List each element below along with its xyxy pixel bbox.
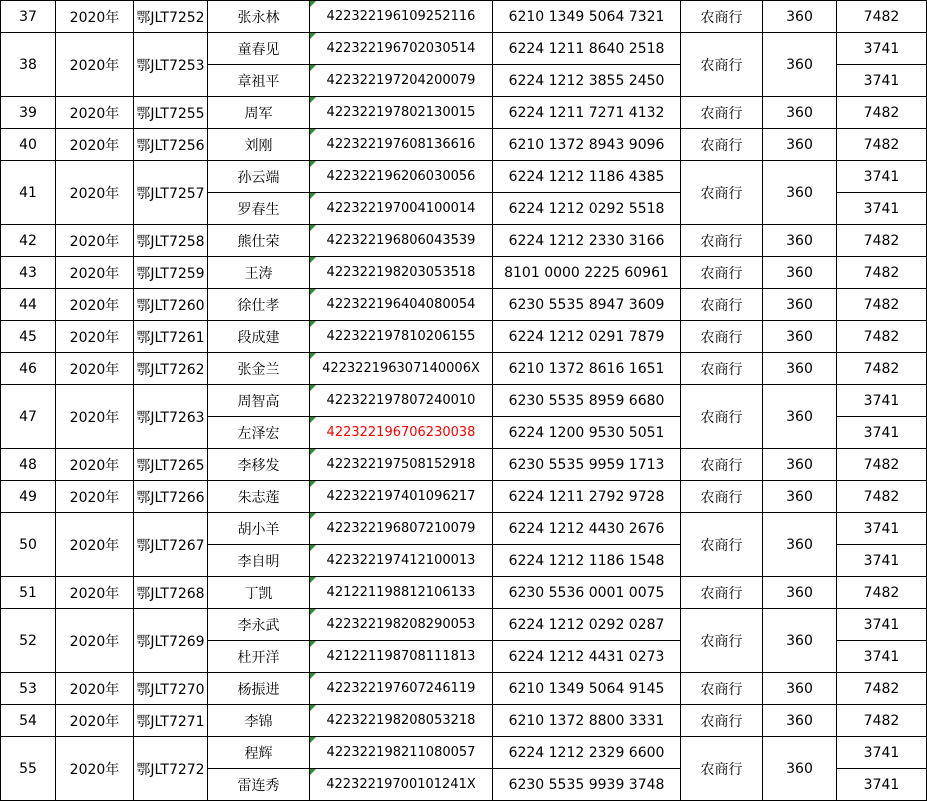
plate-number-cell[interactable]: 鄂JLT7270 [134, 673, 208, 705]
plate-number-cell[interactable]: 鄂JLT7272 [134, 737, 208, 801]
row-number-cell[interactable]: 54 [1, 705, 56, 737]
card-number-cell[interactable]: 6210 1372 8800 3331 [493, 705, 681, 737]
name-cell[interactable]: 罗春生 [208, 193, 310, 225]
id-number-cell[interactable]: 422322196206030056 [310, 161, 493, 193]
id-number-cell[interactable]: 422322197401096217 [310, 481, 493, 513]
bank-cell[interactable]: 农商行 [681, 513, 763, 577]
row-number-cell[interactable]: 43 [1, 257, 56, 289]
id-number-cell[interactable]: 422322197802130015 [310, 97, 493, 129]
months-cell[interactable]: 360 [763, 225, 837, 257]
row-number-cell[interactable]: 37 [1, 1, 56, 33]
name-cell[interactable]: 周军 [208, 97, 310, 129]
amount-cell[interactable]: 7482 [837, 481, 927, 513]
months-cell[interactable]: 360 [763, 1, 837, 33]
name-cell[interactable]: 徐仕孝 [208, 289, 310, 321]
name-cell[interactable]: 胡小羊 [208, 513, 310, 545]
amount-cell[interactable]: 3741 [837, 385, 927, 417]
plate-number-cell[interactable]: 鄂JLT7268 [134, 577, 208, 609]
bank-cell[interactable]: 农商行 [681, 225, 763, 257]
name-cell[interactable]: 童春见 [208, 33, 310, 65]
name-cell[interactable]: 李永武 [208, 609, 310, 641]
amount-cell[interactable]: 3741 [837, 513, 927, 545]
table-row [1, 385, 927, 417]
row-number-cell[interactable]: 38 [1, 33, 56, 97]
year-cell[interactable]: 2020年 [56, 385, 134, 449]
row-number-cell[interactable]: 39 [1, 97, 56, 129]
year-cell[interactable]: 2020年 [56, 481, 134, 513]
card-number-cell[interactable]: 6224 1212 0292 0287 [493, 609, 681, 641]
months-cell[interactable]: 360 [763, 673, 837, 705]
plate-number-cell[interactable]: 鄂JLT7258 [134, 225, 208, 257]
months-cell[interactable]: 360 [763, 449, 837, 481]
months-cell[interactable]: 360 [763, 609, 837, 673]
name-cell[interactable]: 周智高 [208, 385, 310, 417]
name-cell[interactable]: 李锦 [208, 705, 310, 737]
table-row [1, 705, 927, 737]
plate-number-cell[interactable]: 鄂JLT7256 [134, 129, 208, 161]
name-cell[interactable]: 张永林 [208, 1, 310, 33]
plate-number-cell[interactable]: 鄂JLT7271 [134, 705, 208, 737]
year-cell[interactable]: 2020年 [56, 257, 134, 289]
year-cell[interactable]: 2020年 [56, 161, 134, 225]
id-number-cell[interactable]: 422322196806043539 [310, 225, 493, 257]
id-number-cell[interactable]: 422322197810206155 [310, 321, 493, 353]
name-cell[interactable]: 朱志莲 [208, 481, 310, 513]
name-cell[interactable]: 丁凯 [208, 577, 310, 609]
id-number-cell[interactable]: 422322196109252116 [310, 1, 493, 33]
months-cell[interactable]: 360 [763, 257, 837, 289]
amount-cell[interactable]: 7482 [837, 705, 927, 737]
card-number-cell[interactable]: 6210 1349 5064 7321 [493, 1, 681, 33]
bank-cell[interactable]: 农商行 [681, 737, 763, 801]
card-number-cell[interactable]: 6224 1211 8640 2518 [493, 33, 681, 65]
name-cell[interactable]: 杨振进 [208, 673, 310, 705]
row-number-cell[interactable]: 55 [1, 737, 56, 801]
amount-cell[interactable]: 7482 [837, 1, 927, 33]
bank-cell[interactable]: 农商行 [681, 449, 763, 481]
months-cell[interactable]: 360 [763, 705, 837, 737]
amount-cell[interactable]: 3741 [837, 161, 927, 193]
row-number-cell[interactable]: 41 [1, 161, 56, 225]
table-row [1, 513, 927, 545]
year-cell[interactable]: 2020年 [56, 1, 134, 33]
id-number-cell[interactable]: 422322196307140006X [310, 353, 493, 385]
card-number-cell[interactable]: 6230 5535 8947 3609 [493, 289, 681, 321]
amount-cell[interactable]: 7482 [837, 97, 927, 129]
amount-cell[interactable]: 7482 [837, 353, 927, 385]
plate-number-cell[interactable]: 鄂JLT7269 [134, 609, 208, 673]
plate-number-cell[interactable]: 鄂JLT7259 [134, 257, 208, 289]
id-number-cell[interactable]: 422322198208290053 [310, 609, 493, 641]
name-cell[interactable]: 程辉 [208, 737, 310, 769]
row-number-cell[interactable]: 49 [1, 481, 56, 513]
table-row [1, 481, 927, 513]
table-row [1, 609, 927, 641]
year-cell[interactable]: 2020年 [56, 673, 134, 705]
bank-cell[interactable]: 农商行 [681, 321, 763, 353]
table-row [1, 673, 927, 705]
plate-number-cell[interactable]: 鄂JLT7252 [134, 1, 208, 33]
id-number-cell[interactable]: 422322197608136616 [310, 129, 493, 161]
amount-cell[interactable]: 7482 [837, 225, 927, 257]
bank-cell[interactable]: 农商行 [681, 97, 763, 129]
name-cell[interactable]: 章祖平 [208, 65, 310, 97]
plate-number-cell[interactable]: 鄂JLT7267 [134, 513, 208, 577]
plate-number-cell[interactable]: 鄂JLT7260 [134, 289, 208, 321]
table-row [1, 289, 927, 321]
plate-number-cell[interactable]: 鄂JLT7261 [134, 321, 208, 353]
table-row [1, 449, 927, 481]
card-number-cell[interactable]: 6230 5535 9959 1713 [493, 449, 681, 481]
id-number-cell[interactable]: 422322196807210079 [310, 513, 493, 545]
card-number-cell[interactable]: 6210 1372 8943 9096 [493, 129, 681, 161]
amount-cell[interactable]: 3741 [837, 545, 927, 577]
card-number-cell[interactable]: 8101 0000 2225 60961 [493, 257, 681, 289]
plate-number-cell[interactable]: 鄂JLT7253 [134, 33, 208, 97]
year-cell[interactable]: 2020年 [56, 225, 134, 257]
year-cell[interactable]: 2020年 [56, 353, 134, 385]
bank-cell[interactable]: 农商行 [681, 353, 763, 385]
name-cell[interactable]: 李移发 [208, 449, 310, 481]
card-number-cell[interactable]: 6224 1212 1186 4385 [493, 161, 681, 193]
months-cell[interactable]: 360 [763, 289, 837, 321]
months-cell[interactable]: 360 [763, 161, 837, 225]
year-cell[interactable]: 2020年 [56, 705, 134, 737]
card-number-cell[interactable]: 6224 1212 0292 5518 [493, 193, 681, 225]
card-number-cell[interactable]: 6224 1212 1186 1548 [493, 545, 681, 577]
amount-cell[interactable]: 7482 [837, 449, 927, 481]
year-cell[interactable]: 2020年 [56, 609, 134, 673]
year-cell[interactable]: 2020年 [56, 737, 134, 801]
months-cell[interactable]: 360 [763, 33, 837, 97]
row-number-cell[interactable]: 44 [1, 289, 56, 321]
table-row [1, 577, 927, 609]
row-number-cell[interactable]: 40 [1, 129, 56, 161]
id-number-cell[interactable]: 422322196404080054 [310, 289, 493, 321]
plate-number-cell[interactable]: 鄂JLT7262 [134, 353, 208, 385]
amount-cell[interactable]: 7482 [837, 673, 927, 705]
year-cell[interactable]: 2020年 [56, 129, 134, 161]
card-number-cell[interactable]: 6210 1372 8616 1651 [493, 353, 681, 385]
bank-cell[interactable]: 农商行 [681, 33, 763, 97]
year-cell[interactable]: 2020年 [56, 577, 134, 609]
bank-cell[interactable]: 农商行 [681, 257, 763, 289]
row-number-cell[interactable]: 47 [1, 385, 56, 449]
card-number-cell[interactable]: 6230 5535 8959 6680 [493, 385, 681, 417]
name-cell[interactable]: 刘刚 [208, 129, 310, 161]
name-cell[interactable]: 左泽宏 [208, 417, 310, 449]
amount-cell[interactable]: 3741 [837, 641, 927, 673]
year-cell[interactable]: 2020年 [56, 449, 134, 481]
table-row [1, 321, 927, 353]
bank-cell[interactable]: 农商行 [681, 577, 763, 609]
id-number-cell[interactable]: 422322197204200079 [310, 65, 493, 97]
bank-cell[interactable]: 农商行 [681, 129, 763, 161]
id-number-cell[interactable]: 422322197508152918 [310, 449, 493, 481]
card-number-cell[interactable]: 6224 1212 2329 6600 [493, 737, 681, 769]
id-number-cell[interactable]: 422322197607246119 [310, 673, 493, 705]
months-cell[interactable]: 360 [763, 385, 837, 449]
name-cell[interactable]: 熊仕荣 [208, 225, 310, 257]
bank-cell[interactable]: 农商行 [681, 1, 763, 33]
months-cell[interactable]: 360 [763, 577, 837, 609]
row-number-cell[interactable]: 52 [1, 609, 56, 673]
amount-cell[interactable]: 7482 [837, 257, 927, 289]
row-number-cell[interactable]: 48 [1, 449, 56, 481]
bank-cell[interactable]: 农商行 [681, 481, 763, 513]
id-number-cell[interactable]: 42232219700101241X [310, 769, 493, 801]
plate-number-cell[interactable]: 鄂JLT7266 [134, 481, 208, 513]
bank-cell[interactable]: 农商行 [681, 609, 763, 673]
plate-number-cell[interactable]: 鄂JLT7263 [134, 385, 208, 449]
year-cell[interactable]: 2020年 [56, 289, 134, 321]
row-number-cell[interactable]: 42 [1, 225, 56, 257]
months-cell[interactable]: 360 [763, 129, 837, 161]
amount-cell[interactable]: 3741 [837, 769, 927, 801]
amount-cell[interactable]: 7482 [837, 577, 927, 609]
id-number-cell[interactable]: 421221198812106133 [310, 577, 493, 609]
table-row [1, 129, 927, 161]
amount-cell[interactable]: 3741 [837, 737, 927, 769]
amount-cell[interactable]: 7482 [837, 289, 927, 321]
name-cell[interactable]: 雷连秀 [208, 769, 310, 801]
amount-cell[interactable]: 7482 [837, 321, 927, 353]
amount-cell[interactable]: 3741 [837, 609, 927, 641]
name-cell[interactable]: 王涛 [208, 257, 310, 289]
bank-cell[interactable]: 农商行 [681, 385, 763, 449]
row-number-cell[interactable]: 51 [1, 577, 56, 609]
table-row [1, 1, 927, 33]
row-number-cell[interactable]: 50 [1, 513, 56, 577]
row-number-cell[interactable]: 45 [1, 321, 56, 353]
name-cell[interactable]: 杜开洋 [208, 641, 310, 673]
card-number-cell[interactable]: 6224 1211 7271 4132 [493, 97, 681, 129]
year-cell[interactable]: 2020年 [56, 321, 134, 353]
card-number-cell[interactable]: 6224 1212 4430 2676 [493, 513, 681, 545]
card-number-cell[interactable]: 6210 1349 5064 9145 [493, 673, 681, 705]
months-cell[interactable]: 360 [763, 97, 837, 129]
id-number-cell[interactable]: 422322197004100014 [310, 193, 493, 225]
row-number-cell[interactable]: 46 [1, 353, 56, 385]
name-cell[interactable]: 张金兰 [208, 353, 310, 385]
card-number-cell[interactable]: 6230 5536 0001 0075 [493, 577, 681, 609]
table-row [1, 225, 927, 257]
row-number-cell[interactable]: 53 [1, 673, 56, 705]
id-number-cell[interactable]: 422322197807240010 [310, 385, 493, 417]
id-number-cell[interactable]: 422322196702030514 [310, 33, 493, 65]
months-cell[interactable]: 360 [763, 321, 837, 353]
name-cell[interactable]: 段成建 [208, 321, 310, 353]
months-cell[interactable]: 360 [763, 737, 837, 801]
amount-cell[interactable]: 3741 [837, 193, 927, 225]
card-number-cell[interactable]: 6224 1212 3855 2450 [493, 65, 681, 97]
table-row [1, 161, 927, 193]
plate-number-cell[interactable]: 鄂JLT7255 [134, 97, 208, 129]
year-cell[interactable]: 2020年 [56, 33, 134, 97]
name-cell[interactable]: 李自明 [208, 545, 310, 577]
amount-cell[interactable]: 3741 [837, 417, 927, 449]
id-number-cell[interactable]: 422322198203053518 [310, 257, 493, 289]
months-cell[interactable]: 360 [763, 353, 837, 385]
table-row [1, 353, 927, 385]
bank-cell[interactable]: 农商行 [681, 705, 763, 737]
table-row [1, 257, 927, 289]
table-row [1, 33, 927, 65]
id-number-cell[interactable]: 422322198208053218 [310, 705, 493, 737]
id-number-cell[interactable]: 422322197412100013 [310, 545, 493, 577]
id-number-cell[interactable]: 421221198708111813 [310, 641, 493, 673]
year-cell[interactable]: 2020年 [56, 97, 134, 129]
table-body [1, 1, 927, 801]
id-number-cell[interactable]: 422322196706230038 [310, 417, 493, 449]
plate-number-cell[interactable]: 鄂JLT7265 [134, 449, 208, 481]
bank-cell[interactable]: 农商行 [681, 161, 763, 225]
months-cell[interactable]: 360 [763, 513, 837, 577]
amount-cell[interactable]: 7482 [837, 129, 927, 161]
bank-cell[interactable]: 农商行 [681, 673, 763, 705]
id-number-cell[interactable]: 422322198211080057 [310, 737, 493, 769]
amount-cell[interactable]: 3741 [837, 33, 927, 65]
card-number-cell[interactable]: 6224 1200 9530 5051 [493, 417, 681, 449]
card-number-cell[interactable]: 6224 1212 4431 0273 [493, 641, 681, 673]
bank-cell[interactable]: 农商行 [681, 289, 763, 321]
year-cell[interactable]: 2020年 [56, 513, 134, 577]
card-number-cell[interactable]: 6230 5535 9939 3748 [493, 769, 681, 801]
card-number-cell[interactable]: 6224 1212 2330 3166 [493, 225, 681, 257]
table-row [1, 737, 927, 769]
amount-cell[interactable]: 3741 [837, 65, 927, 97]
card-number-cell[interactable]: 6224 1212 0291 7879 [493, 321, 681, 353]
table-row [1, 97, 927, 129]
months-cell[interactable]: 360 [763, 481, 837, 513]
plate-number-cell[interactable]: 鄂JLT7257 [134, 161, 208, 225]
card-number-cell[interactable]: 6224 1211 2792 9728 [493, 481, 681, 513]
name-cell[interactable]: 孙云端 [208, 161, 310, 193]
